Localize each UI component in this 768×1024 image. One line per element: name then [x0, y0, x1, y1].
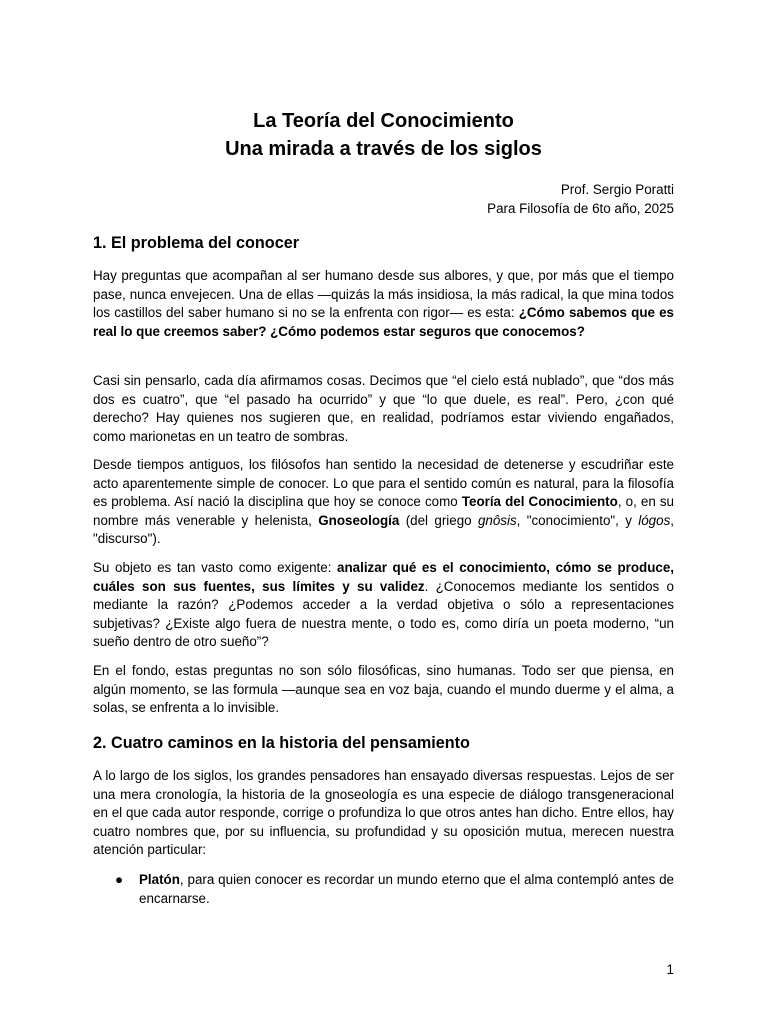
paragraph-text: , "conocimiento", y [516, 512, 639, 528]
paragraph-text: , "discurso"). [93, 512, 674, 546]
paragraph-text: . ¿Conocemos mediante los sentidos o mediante la razón? ¿Podemos acceder a la verdad objetiva o sólo a representaciones subjetivas? ¿Existe algo fuera de nuestra mente, o todo es, como diría un poeta moderno, “un sueño dentro de otro sueño”? [93, 578, 674, 649]
document-title: La Teoría del Conocimiento [253, 110, 514, 132]
section-1-paragraph-4 [93, 559, 674, 652]
term-italic: lógos [638, 512, 671, 528]
term-bold: Gnoseología [318, 512, 400, 528]
section-1-heading: 1. El problema del conocer [93, 234, 300, 252]
list-item-name: Platón [139, 872, 180, 887]
list-item [139, 871, 674, 908]
section-2-paragraph-1: A lo largo de los siglos, los grandes pensadores han ensayado diversas respuestas. Lejos de ser una mera cronología, la historia de la gnoseología es una especie de diálogo transgeneracional en el que cada autor responde, corrige o profundiza lo que otros antes han dicho. Entre ellos, hay cuatro nombres que, por su influencia, su profundidad y su oposición mutua, merecen nuestra atención particular: [93, 768, 674, 857]
term-bold: Teoría del Conocimiento [461, 494, 618, 509]
paragraph-text: , o, en su nombre más venerable y helenista, [93, 494, 675, 528]
page-number: 1 [666, 962, 674, 977]
paragraph-text: Su objeto es tan vasto como exigente: [93, 560, 338, 575]
document-subtitle: Una mirada a través de los siglos [225, 138, 542, 160]
list-item-text: , para quien conocer es recordar un mundo eterno que el alma contempló antes de encarnarse. [139, 872, 674, 906]
section-2-heading: 2. Cuatro caminos en la historia del pensamiento [93, 734, 470, 752]
paragraph-text: (del griego [399, 512, 478, 528]
paragraph-text: Hay preguntas que acompañan al ser humano desde sus albores, y que, por más que el tiempo pase, nunca envejecen. Una de ellas —quizás la más insidiosa, la más radical, la que mina todos los castillos del saber humano si no se la enfrenta con rigor— es esta: [93, 268, 674, 320]
document-page [93, 0, 674, 1024]
section-1-paragraph-2: Casi sin pensarlo, cada día afirmamos cosas. Decimos que “el cielo está nublado”, que “dos más dos es cuatro”, que “el pasado ha ocurrido” y que “lo que duele, es real”. Pero, ¿con qué derecho? Hay quienes nos sugieren que, en realidad, podríamos estar viviendo engañados, como marionetas en un teatro de sombras. [93, 373, 674, 444]
bullet-icon: ● [115, 872, 124, 887]
key-definition: analizar qué es el conocimiento, cómo se produce, cuáles son sus fuentes, sus límites y su validez [93, 560, 674, 594]
key-question: ¿Cómo sabemos que es real lo que creemos saber? ¿Cómo podemos estar seguros que conocemos? [93, 305, 674, 339]
section-1-paragraph-5: En el fondo, estas preguntas no son sólo filosóficas, sino humanas. Todo ser que piensa, en algún momento, se las formula —aunque sea en voz baja, cuando el mundo duerme y el alma, a solas, se enfrenta a lo invisible. [93, 663, 674, 715]
author-line: Prof. Sergio Poratti [560, 182, 674, 197]
term-italic: gnôsis [477, 512, 517, 528]
section-1-paragraph-1 [93, 267, 674, 341]
paragraph-text: Desde tiempos antiguos, los filósofos han sentido la necesidad de detenerse y escudriñar este acto aparentemente simple de conocer. Lo que para el sentido común es natural, para la filosofía es problema. Así nació la disciplina que hoy se conoce como [93, 457, 674, 509]
course-line: Para Filosofía de 6to año, 2025 [487, 201, 674, 216]
section-1-paragraph-3 [93, 456, 674, 549]
